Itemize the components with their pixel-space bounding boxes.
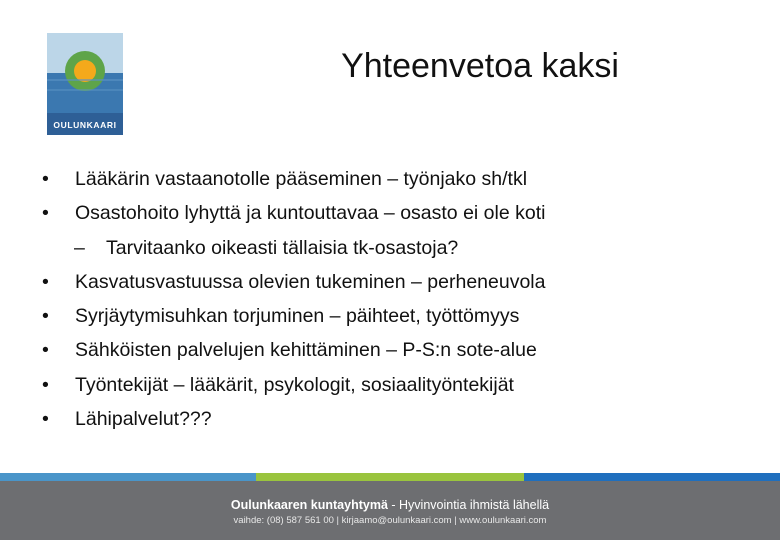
bullet-item [42,333,742,367]
bullet-marker: • [42,270,49,293]
bullet-list [42,162,742,436]
bullet-text: Lääkärin vastaanotolle pääseminen – työnjako sh/tkl [75,168,528,190]
sub-bullet-item [42,231,742,265]
slide-title: Yhteenvetoa kaksi [341,47,619,85]
bullet-marker: – [74,236,85,259]
bullet-text: Osastohoito lyhyttä ja kuntouttavaa – osasto ei ole koti [75,202,546,225]
bullet-marker: • [42,305,49,328]
oulunkaari-logo [47,33,123,135]
bullet-text: Kasvatusvastuussa olevien tukeminen – perheneuvola [75,270,546,293]
bullet-marker: • [42,202,49,225]
bullet-text: Lähipalvelut??? [75,408,212,431]
footer-org-name: Oulunkaaren kuntayhtymä [230,498,388,512]
bullet-text: Sähköisten palvelujen kehittäminen – P-S:n sote-alue [75,339,537,362]
footer-bar [0,481,780,540]
bullet-text: Syrjäytymisuhkan torjuminen – päihteet, työttömyys [75,305,520,328]
bullet-item [42,299,742,333]
footer-tagline: - Hyvinvointia ihmistä lähellä [387,498,550,512]
bullet-marker: • [42,408,49,431]
bullet-text: Työntekijät – lääkärit, psykologit, sosiaalityöntekijät [75,373,514,396]
accent-stripe-right [524,473,780,481]
accent-stripe-mid [256,473,524,481]
bullet-marker: • [42,373,49,396]
bullet-item [42,402,742,436]
bullet-item [42,265,742,299]
footer-contact: vaihde: (08) 587 561 00 | kirjaamo@oulunkaari.com | www.oulunkaari.com [233,515,547,526]
bullet-marker: • [42,339,49,362]
logo-label: OULUNKAARI [53,120,117,130]
bullet-item [42,368,742,402]
footer-org-line [0,498,780,512]
bullet-item [42,196,742,230]
bullet-item [42,162,742,196]
accent-stripe-left [0,473,256,481]
bullet-marker: • [42,168,49,190]
bullet-text: Tarvitaanko oikeasti tällaisia tk-osastoja? [106,236,459,259]
